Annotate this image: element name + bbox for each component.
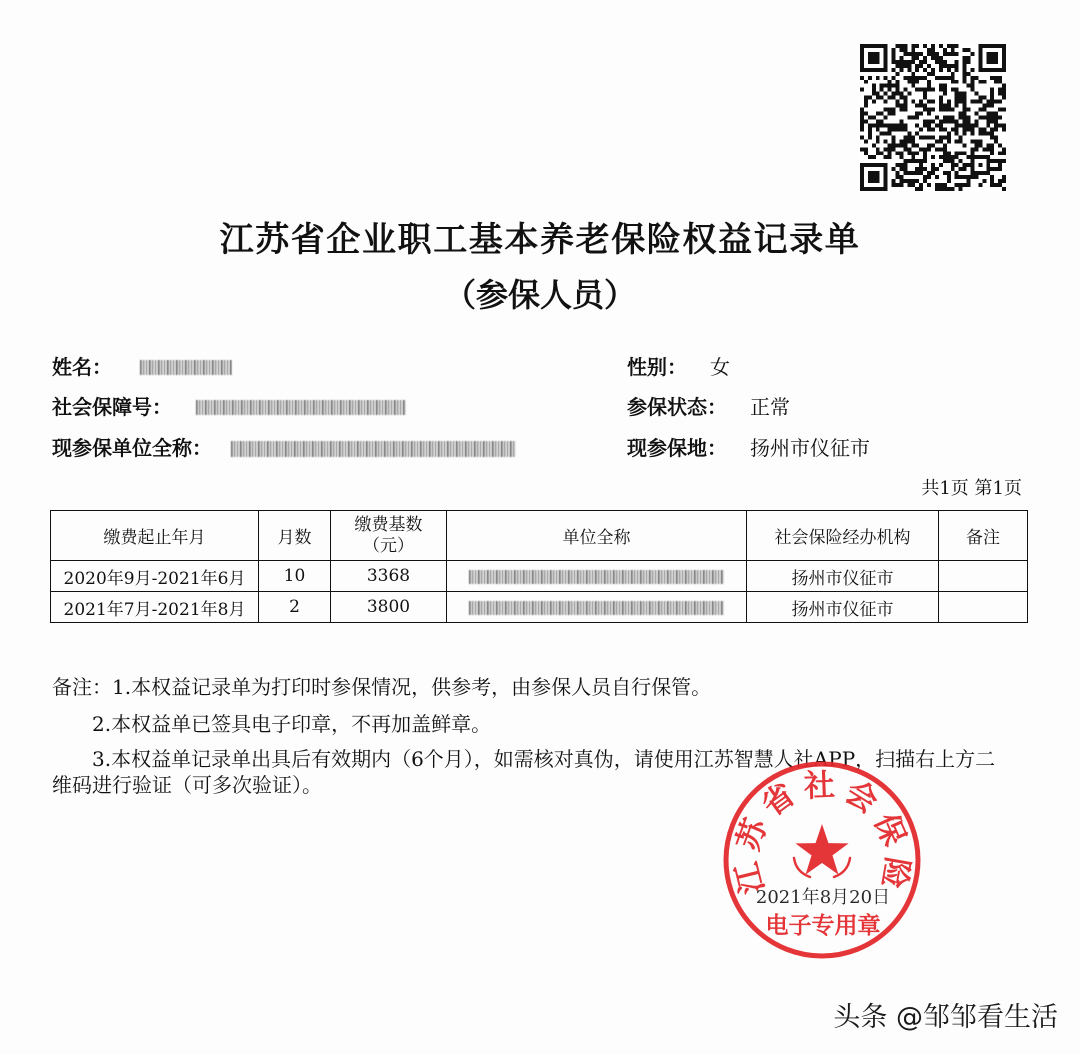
seal-ribbon-right xyxy=(834,858,850,877)
qr-finder-top-left xyxy=(860,44,888,72)
header-row xyxy=(51,511,1028,561)
note-line-2: 2.本权益单已签具电子印章，不再加盖鲜章。 xyxy=(92,712,492,736)
header-employer: 单位全称 xyxy=(447,511,747,561)
seal-arc-char: 江 xyxy=(728,858,772,898)
pagination: 共1页 第1页 xyxy=(921,478,1022,499)
cell-remark xyxy=(939,561,1028,592)
seal-arc-char: 保 xyxy=(866,808,913,852)
cell-employer xyxy=(447,561,747,592)
header-base-unit: （元） xyxy=(363,535,414,556)
table-row xyxy=(51,592,1028,623)
cell-months: 2 xyxy=(259,592,331,623)
qr-finder-core xyxy=(868,52,880,64)
social-security-no-label: 社会保障号： xyxy=(52,395,172,419)
header-remark: 备注 xyxy=(939,511,1028,561)
seal-label: 电子专用章 xyxy=(765,912,881,939)
redacted-employer-value xyxy=(231,441,516,457)
table-body xyxy=(51,561,1028,623)
cell-employer xyxy=(447,592,747,623)
qr-finder-core xyxy=(986,52,998,64)
contribution-records-table xyxy=(50,510,1028,623)
qr-code-icon xyxy=(860,44,1006,191)
seal-ribbon-left xyxy=(794,858,810,877)
note-line-4: 维码进行验证（可多次验证）。 xyxy=(52,773,322,797)
note-line-1: 备注：1.本权益记录单为打印时参保情况，供参考，由参保人员自行保管。 xyxy=(52,675,712,699)
qr-alignment-pattern xyxy=(970,155,990,175)
cell-base: 3368 xyxy=(331,561,447,592)
header-months: 月数 xyxy=(259,511,331,561)
gender-label: 性别： xyxy=(627,355,687,379)
seal-arc-char: 险 xyxy=(874,854,916,892)
star-icon xyxy=(795,824,848,875)
gender-value: 女 xyxy=(710,355,730,379)
redacted-employer-name xyxy=(469,570,724,584)
cell-months: 10 xyxy=(259,561,331,592)
qr-align-core xyxy=(978,163,982,167)
insured-location-label: 现参保地： xyxy=(627,436,727,460)
table-row xyxy=(51,561,1028,592)
header-base-label: 缴费基数 xyxy=(354,514,423,535)
redacted-name-value xyxy=(140,360,232,375)
note-line-3: 3.本权益单记录单出具后有效期内（6个月），如需核对真伪，请使用江苏智慧人社APP，扫描右上方二 xyxy=(92,747,996,771)
cell-period: 2021年7月-2021年8月 xyxy=(51,592,259,623)
insured-location-value: 扬州市仪征市 xyxy=(750,436,870,460)
employer-label: 现参保单位全称： xyxy=(52,436,212,460)
watermark: 头条 @邹邹看生活 xyxy=(833,1002,1058,1033)
document-title: 江苏省企业职工基本养老保险权益记录单 xyxy=(219,220,861,260)
qr-finder-top-right xyxy=(978,44,1006,72)
cell-remark xyxy=(939,592,1028,623)
seal-arc-char: 会 xyxy=(838,773,884,821)
header-agency: 社会保险经办机构 xyxy=(747,511,939,561)
redacted-employer-name xyxy=(469,601,724,615)
seal-arc-char: 省 xyxy=(755,776,802,824)
insured-status-label: 参保状态： xyxy=(627,395,727,419)
cell-period: 2020年9月-2021年6月 xyxy=(51,561,259,592)
document-subtitle: （参保人员） xyxy=(443,276,636,314)
cell-base: 3800 xyxy=(331,592,447,623)
table-header xyxy=(51,511,1028,561)
cell-agency: 扬州市仪征市 xyxy=(747,561,939,592)
insured-status-value: 正常 xyxy=(750,395,790,419)
header-base xyxy=(331,511,447,561)
seal-date: 2021年8月20日 xyxy=(755,887,891,908)
header-period: 缴费起止年月 xyxy=(51,511,259,561)
seal-arc-char: 苏 xyxy=(730,813,775,856)
qr-finder-bottom-left xyxy=(860,163,888,191)
redacted-social-security-no xyxy=(196,400,406,415)
cell-agency: 扬州市仪征市 xyxy=(747,592,939,623)
official-seal xyxy=(712,750,932,970)
seal-arc-char: 社 xyxy=(803,767,836,805)
qr-finder-core xyxy=(868,171,880,183)
name-label: 姓名： xyxy=(52,355,112,379)
